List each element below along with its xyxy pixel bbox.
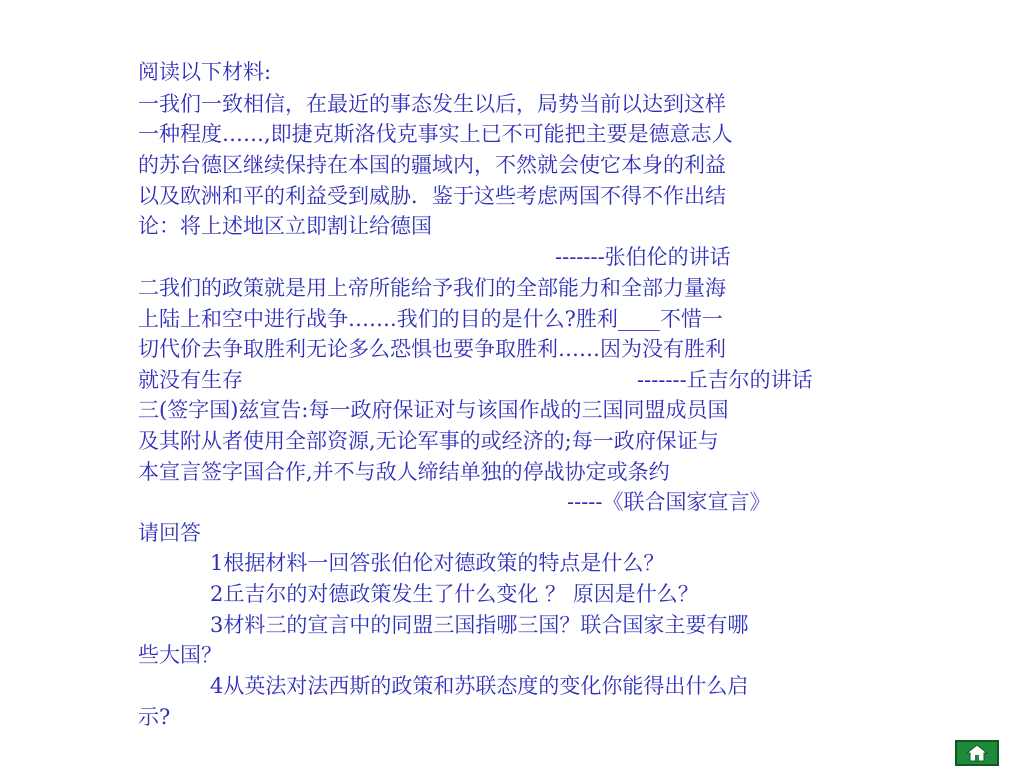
home-icon xyxy=(966,744,988,762)
question-4: 4从英法对法西斯的政策和苏联态度的变化你能得出什么启 xyxy=(210,674,749,698)
material-one-line: 一种程度……,即捷克斯洛伐克事实上已不可能把主要是德意志人 xyxy=(138,122,733,146)
question-2: 2丘吉尔的对德政策发生了什么变化 ？ 原因是什么？ xyxy=(210,582,699,606)
material-three-line: 及其附从者使用全部资源,无论军事的或经济的;每一政府保证与 xyxy=(138,429,719,453)
home-button[interactable] xyxy=(955,740,999,766)
material-two-line: 就没有生存 xyxy=(138,368,243,392)
slide-heading: 阅读以下材料: xyxy=(138,60,272,84)
material-two-line: 上陆上和空中进行战争…….我们的目的是什么?胜利____不惜一 xyxy=(138,307,723,331)
material-one-line: 论：将上述地区立即割让给德国 xyxy=(138,214,432,238)
question-3: 3材料三的宣言中的同盟三国指哪三国？联合国家主要有哪 xyxy=(210,613,749,637)
material-three-attribution: -----《联合国家宣言》 xyxy=(567,490,771,514)
question-1: 1根据材料一回答张伯伦对德政策的特点是什么？ xyxy=(210,551,665,575)
material-three-line: 本宣言签字国合作,并不与敌人缔结单独的停战协定或条约 xyxy=(138,460,670,484)
material-three-line: 三(签字国)兹宣告:每一政府保证对与该国作战的三国同盟成员国 xyxy=(138,398,729,422)
material-one-line: 一我们一致相信，在最近的事态发生以后，局势当前以达到这样 xyxy=(138,92,726,116)
questions-heading: 请回答 xyxy=(138,521,201,545)
material-one-line: 的苏台德区继续保持在本国的疆域内，不然就会使它本身的利益 xyxy=(138,153,726,177)
material-two-attribution: -------丘吉尔的讲话 xyxy=(637,368,813,392)
material-two-line: 二我们的政策就是用上帝所能给予我们的全部能力和全部力量海 xyxy=(138,276,726,300)
question-4-continued: 示? xyxy=(138,705,171,729)
material-one-attribution: -------张伯伦的讲话 xyxy=(555,245,731,269)
question-3-continued: 些大国？ xyxy=(138,643,222,667)
material-one-line: 以及欧洲和平的利益受到威胁．鉴于这些考虑两国不得不作出结 xyxy=(138,184,726,208)
material-two-line: 切代价去争取胜利无论多么恐惧也要争取胜利……因为没有胜利 xyxy=(138,337,726,361)
